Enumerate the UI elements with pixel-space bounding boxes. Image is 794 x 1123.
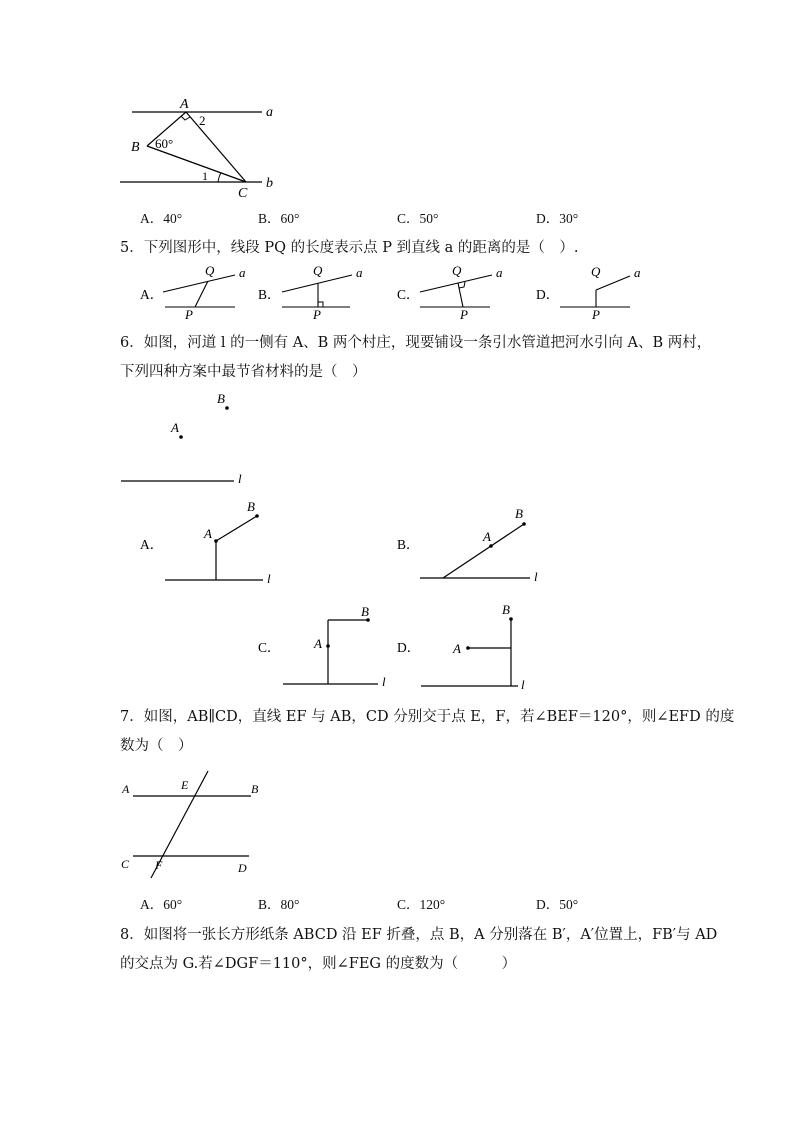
angle-2-label: 2	[199, 113, 206, 128]
point-b-label: B	[131, 140, 140, 155]
angle-1-label: 1	[202, 169, 208, 183]
q7-figure	[0, 765, 794, 880]
q6-option-d-letter[interactable]: D．	[397, 640, 421, 655]
option-letter: A．	[140, 897, 164, 912]
option-value: 60°	[280, 211, 300, 226]
option-value: 30°	[559, 211, 579, 226]
option-letter: D．	[536, 211, 560, 226]
q5-option-d-letter[interactable]: D．	[536, 287, 560, 302]
label-q: Q	[205, 263, 215, 278]
label-p: P	[313, 307, 321, 322]
q5-options-figures	[0, 260, 794, 322]
label-q: Q	[452, 263, 462, 278]
q4-option-c[interactable]	[397, 207, 438, 227]
q6-option-a-letter[interactable]: A．	[140, 537, 164, 552]
option-value: 40°	[163, 211, 183, 226]
q8-question-line-2: 的交点为 G.若∠DGF＝110°，则∠FEG 的度数为（ ）	[120, 956, 517, 972]
label-a: A	[453, 641, 461, 656]
option-letter: C．	[397, 897, 420, 912]
q7-question-line-1: 7．如图，AB∥CD，直线 EF 与 AB，CD 分别交于点 E，F，若∠BEF＝120°，则∠EFD 的度	[120, 709, 735, 725]
label-q: Q	[591, 264, 601, 279]
label-a: A	[171, 420, 179, 435]
label-a: A	[122, 782, 130, 796]
q6-options-figures	[0, 495, 794, 695]
label-a: A	[314, 636, 322, 651]
label-a: a	[634, 265, 641, 280]
q7-option-d[interactable]	[536, 893, 578, 913]
point-c-label: C	[238, 186, 248, 201]
q6-main-figure	[0, 385, 794, 495]
q7-question-line-2: 数为（ ）	[120, 738, 193, 754]
label-l: l	[382, 674, 386, 689]
label-l: l	[521, 677, 525, 692]
label-a: a	[496, 265, 503, 280]
option-letter: D．	[536, 897, 560, 912]
q5-option-a-letter[interactable]: A．	[140, 287, 164, 302]
label-b: B	[217, 391, 225, 406]
line-a-label: a	[266, 105, 273, 120]
label-b: B	[251, 782, 259, 796]
q4-option-d[interactable]	[536, 207, 578, 227]
q6-option-c-letter[interactable]: C．	[258, 640, 281, 655]
angle-60-label: 60°	[155, 136, 174, 151]
line-b-label: b	[266, 176, 273, 191]
q7-option-c[interactable]	[397, 893, 445, 913]
option-value: 120°	[419, 897, 446, 912]
q5-option-c-letter[interactable]: C．	[397, 287, 420, 302]
label-c: C	[121, 857, 130, 871]
q6-question-line-2: 下列四种方案中最节省材料的是（ ）	[120, 364, 367, 380]
label-b: B	[361, 604, 369, 619]
label-l: l	[534, 569, 538, 584]
label-f: F	[155, 858, 163, 872]
label-d: D	[238, 861, 247, 875]
label-a: a	[356, 265, 363, 280]
label-b: B	[515, 506, 523, 521]
q5-option-b-letter[interactable]: B．	[258, 287, 281, 302]
q4-figure	[0, 0, 794, 210]
label-b: B	[247, 499, 255, 514]
q4-option-b[interactable]	[258, 207, 299, 227]
option-letter: A．	[140, 211, 164, 226]
option-value: 80°	[280, 897, 300, 912]
label-p: P	[460, 307, 468, 322]
point-a-label: A	[180, 97, 189, 112]
q6-option-b-letter[interactable]: B．	[397, 537, 420, 552]
option-value: 50°	[559, 897, 579, 912]
label-l: l	[267, 571, 271, 586]
option-letter: B．	[258, 897, 281, 912]
label-b: B	[502, 602, 510, 617]
option-letter: C．	[397, 211, 420, 226]
q7-option-b[interactable]	[258, 893, 299, 913]
label-e: E	[181, 778, 189, 792]
label-p: P	[592, 307, 600, 322]
q4-option-a[interactable]	[140, 207, 182, 227]
option-value: 50°	[419, 211, 439, 226]
label-a: A	[204, 526, 212, 541]
label-l: l	[238, 471, 242, 486]
option-letter: B．	[258, 211, 281, 226]
option-value: 60°	[163, 897, 183, 912]
q7-option-a[interactable]	[140, 893, 182, 913]
q8-question-line-1: 8．如图将一张长方形纸条 ABCD 沿 EF 折叠，点 B，A 分别落在 B′，A′位置上，FB′与 AD	[120, 927, 718, 943]
label-p: P	[185, 307, 193, 322]
label-a: a	[239, 265, 246, 280]
label-a: A	[483, 529, 491, 544]
label-q: Q	[313, 263, 323, 278]
q6-question-line-1: 6．如图，河道 l 的一侧有 A、B 两个村庄，现要铺设一条引水管道把河水引向 A、B 两村，	[120, 335, 712, 351]
q5-question-text: 5．下列图形中，线段 PQ 的长度表示点 P 到直线 a 的距离的是（ ）.	[120, 240, 579, 256]
